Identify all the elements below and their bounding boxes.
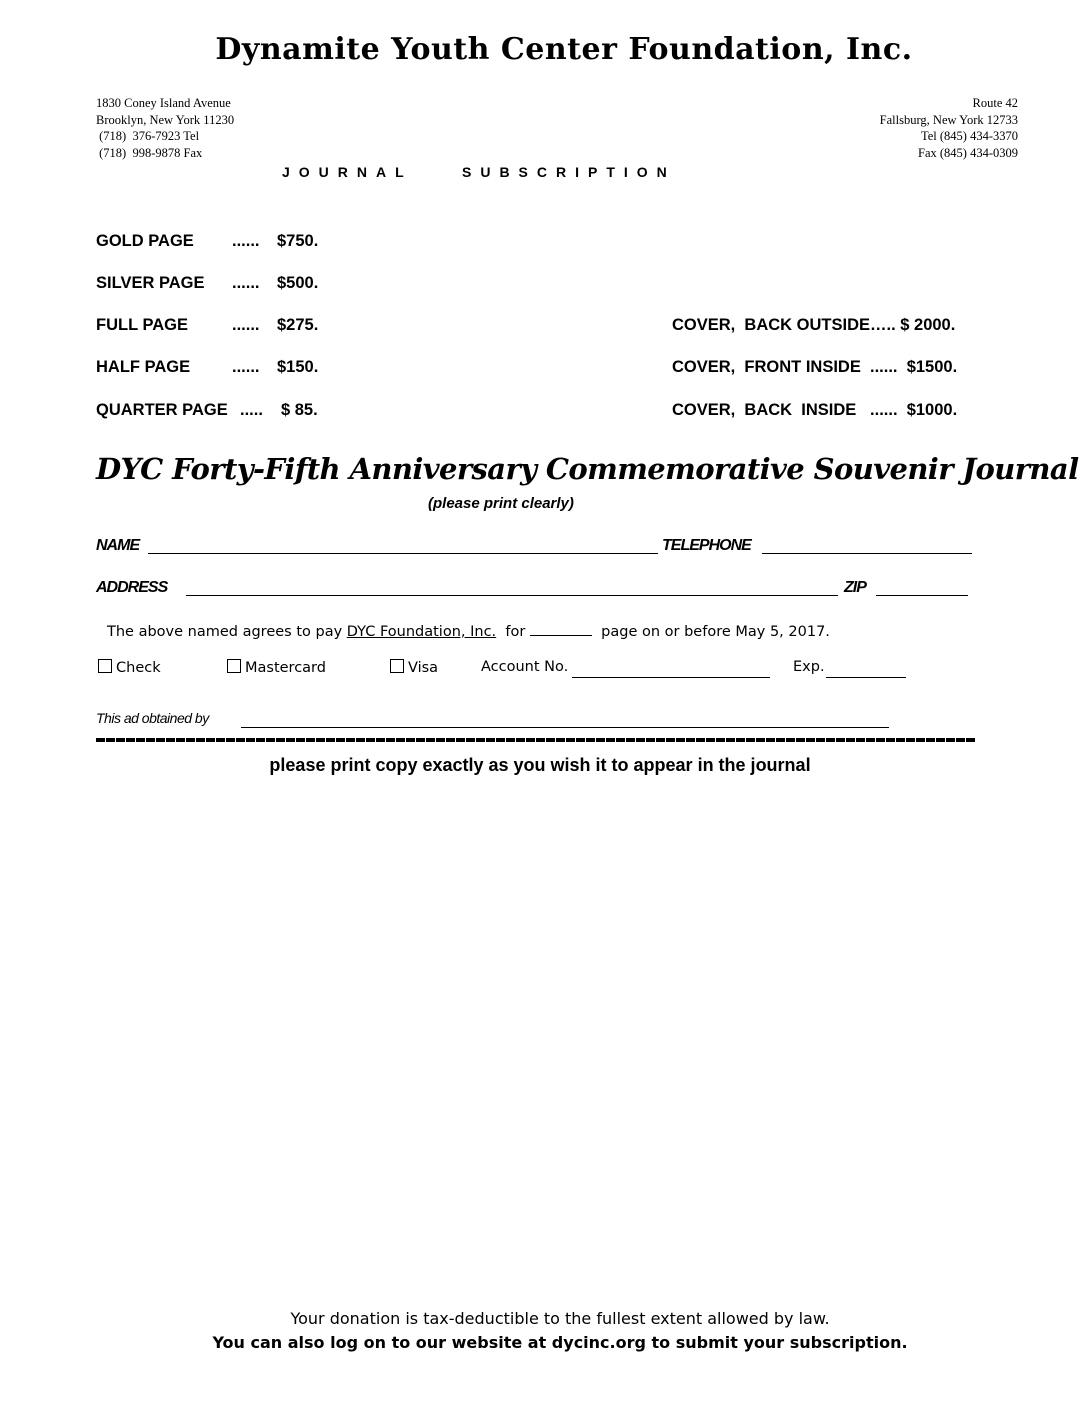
price-dots: ..... [240,401,263,419]
price-label: QUARTER PAGE [96,401,228,419]
zip-field[interactable] [876,595,968,596]
payment-check-option[interactable] [98,659,161,676]
page-type-field[interactable] [530,623,592,636]
telephone-label: TELEPHONE [662,537,751,554]
journal-title: DYC Forty-Fifth Anniversary Commemorative Souvenir Journal [96,452,1079,486]
price-dots: ...... [232,274,260,292]
price-value: $150. [277,358,319,376]
mastercard-label: Mastercard [245,660,326,676]
fallsburg-address [880,95,1018,161]
section-heading-subscription: SUBSCRIPTION [462,164,676,180]
check-label: Check [116,660,161,676]
address-line: 1830 Coney Island Avenue [96,96,231,110]
section-heading-journal: JOURNAL [282,164,413,180]
brooklyn-address [96,95,234,161]
price-value: $750. [277,232,319,250]
dashed-divider [96,738,976,742]
visa-checkbox[interactable] [390,659,404,673]
print-instruction: please print copy exactly as you wish it to appear in the journal [269,755,811,775]
ad-obtained-field[interactable] [241,727,889,728]
payment-agreement [107,623,830,640]
cover-price: COVER, BACK INSIDE ...... $1000. [672,401,958,419]
payment-visa-option[interactable] [390,659,438,676]
price-dots: ...... [232,316,260,334]
phone-line: (718) 376-7923 Tel [96,129,200,143]
footer-tax-note: Your donation is tax-deductible to the fullest extent allowed by law. [290,1309,830,1328]
price-dots: ...... [232,232,260,250]
expiration-label: Exp. [793,659,825,675]
ad-obtained-label: This ad obtained by [96,710,209,726]
agreement-for: for [496,624,530,640]
fax-line: Fax (845) 434-0309 [918,145,1018,160]
name-field[interactable] [148,553,658,554]
address-line: Fallsburg, New York 12733 [879,112,1018,127]
price-label: GOLD PAGE [96,232,194,250]
price-label: HALF PAGE [96,358,191,376]
cover-price: COVER, BACK OUTSIDE….. $ 2000. [672,316,956,334]
address-field[interactable] [186,595,838,596]
fax-line: (718) 998-9878 Fax [96,145,203,160]
visa-label: Visa [408,660,439,676]
address-label: ADDRESS [96,579,168,596]
agreement-prefix: The above named agrees to pay [107,624,347,640]
name-label: NAME [96,537,140,554]
phone-line: Tel (845) 434-3370 [920,129,1018,143]
expiration-field[interactable] [826,677,906,678]
price-value: $275. [277,316,319,334]
payment-mastercard-option[interactable] [227,659,326,676]
journal-subtitle: (please print clearly) [428,495,574,512]
price-value: $ 85. [281,401,318,419]
agreement-suffix: page on or before May 5, 2017. [591,624,830,640]
payee-name: DYC Foundation, Inc. [346,624,497,640]
organization-title: Dynamite Youth Center Foundation, Inc. [215,32,913,67]
price-label: SILVER PAGE [96,274,205,292]
address-line: Route 42 [972,96,1018,110]
footer-website-note: You can also log on to our website at dycinc.org to submit your subscription. [212,1333,908,1352]
price-dots: ...... [232,358,260,376]
price-value: $500. [277,274,319,292]
mastercard-checkbox[interactable] [227,659,241,673]
address-line: Brooklyn, New York 11230 [96,112,235,127]
price-label: FULL PAGE [96,316,188,334]
zip-label: ZIP [844,579,866,596]
cover-price: COVER, FRONT INSIDE ...... $1500. [672,358,958,376]
account-number-field[interactable] [572,677,770,678]
telephone-field[interactable] [762,553,972,554]
account-number-label: Account No. [481,659,569,675]
check-checkbox[interactable] [98,659,112,673]
